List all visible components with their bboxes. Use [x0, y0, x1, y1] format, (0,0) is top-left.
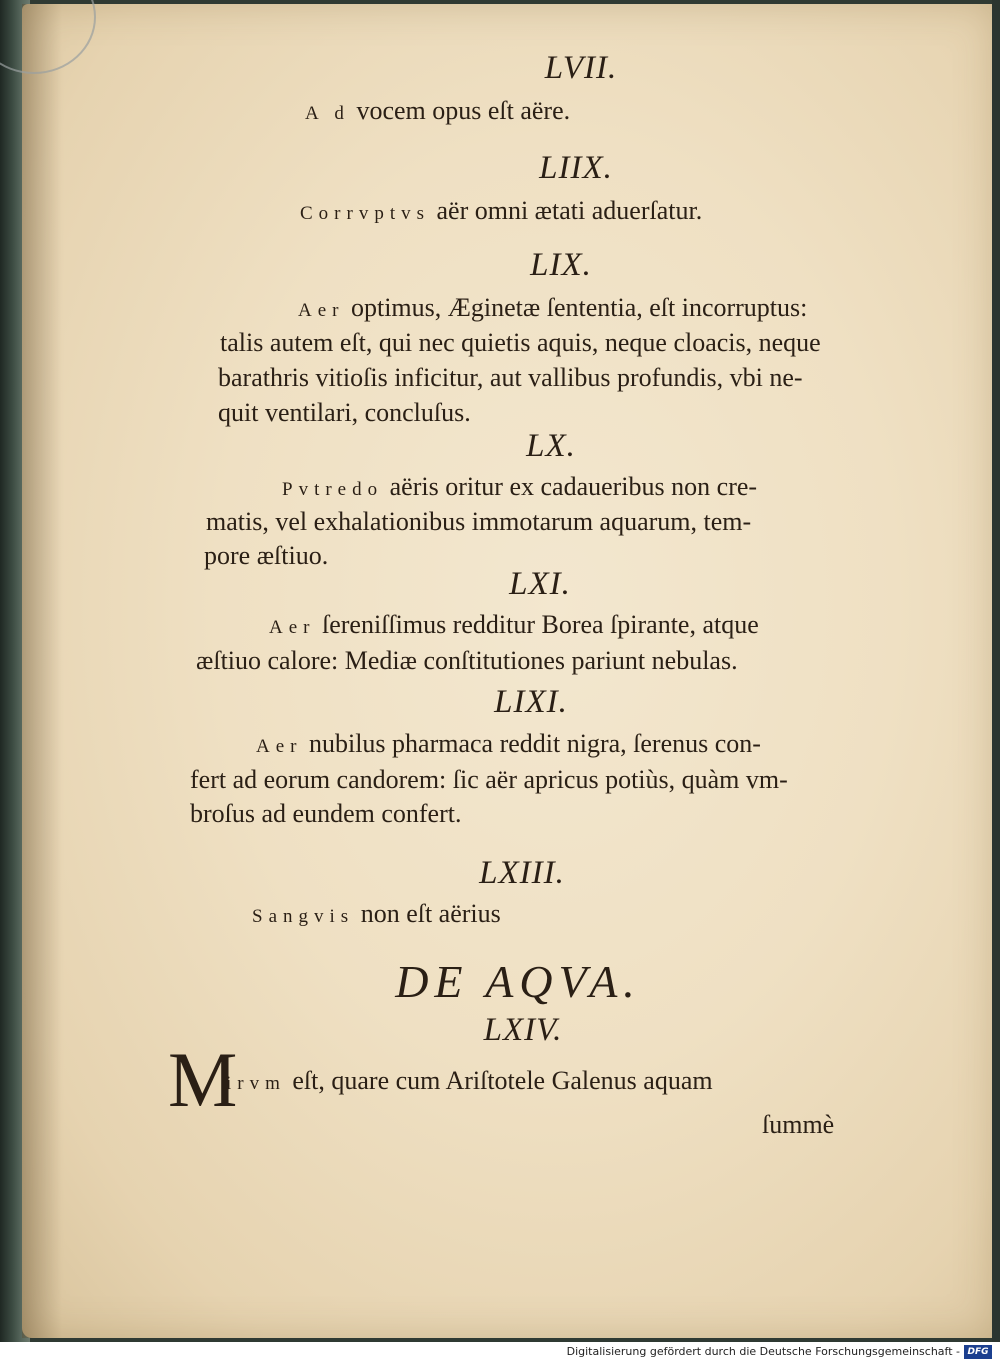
section-heading: LXIII.	[479, 855, 565, 891]
text-line: fert ad eorum candorem: ſic aër apricus potiùs, quàm vm-	[190, 765, 788, 794]
footer-bar	[0, 1342, 1000, 1363]
line-rest: aëris oritur ex cadaueribus non cre-	[383, 472, 758, 501]
catchword: ſummè	[762, 1110, 835, 1139]
section-heading: LXIV.	[483, 1012, 563, 1048]
line-rest: eſt, quare cum Ariſtotele Galenus aquam	[285, 1066, 713, 1095]
section-heading: LX.	[526, 428, 576, 464]
lead-word: Pvtredo	[282, 479, 384, 500]
text-line	[252, 899, 501, 929]
section-heading: LXI.	[509, 566, 571, 602]
lead-word: A d	[305, 103, 350, 124]
text-line: quit ventilari, concluſus.	[218, 398, 471, 427]
section-heading: LIIX.	[539, 150, 613, 186]
lead-word: Sangvis	[252, 906, 355, 927]
line-rest: vocem opus eſt aëre.	[349, 96, 571, 125]
text-line: talis autem eſt, qui nec quietis aquis, neque cloacis, neque	[220, 328, 821, 357]
lead-word: Corrvptvs	[300, 203, 430, 224]
text-line	[282, 472, 757, 502]
text-line: æſtiuo calore: Mediæ conſtitutiones pariunt nebulas.	[196, 646, 738, 675]
footer-credit: Digitalisierung gefördert durch die Deutsche Forschungsgemeinschaft -	[566, 1345, 960, 1358]
line-rest: non eſt aërius	[354, 899, 501, 928]
text-line: broſus ad eundem confert.	[190, 799, 462, 828]
chapter-title: DE AQVA.	[395, 956, 641, 1007]
text-line: matis, vel exhalationibus immotarum aquarum, tem-	[206, 507, 752, 536]
text-line	[305, 96, 570, 126]
dfg-logo: DFG	[964, 1345, 992, 1359]
lead-word: irvm	[226, 1073, 286, 1094]
text-line: barathris vitioſis inficitur, aut vallibus profundis, vbi ne-	[218, 363, 803, 392]
text-line	[300, 196, 702, 226]
lead-word: Aer	[298, 300, 345, 321]
text-line	[256, 729, 761, 759]
spine-shadow	[22, 4, 62, 1338]
text-line	[298, 293, 807, 323]
section-heading: LIX.	[530, 247, 592, 283]
text-line: pore æſtiuo.	[204, 541, 329, 570]
section-heading: LVII.	[544, 50, 618, 86]
line-rest: aër omni ætati aduerſatur.	[430, 196, 703, 225]
text-line	[226, 1066, 713, 1096]
lead-word: Aer	[256, 736, 303, 757]
text-line	[269, 610, 759, 640]
drop-cap: M	[168, 1036, 238, 1123]
line-rest: nubilus pharmaca reddit nigra, ſerenus con-	[302, 729, 761, 758]
line-rest: ſereniſſimus redditur Borea ſpirante, atque	[315, 610, 759, 639]
line-rest: optimus, Æginetæ ſententia, eſt incorruptus:	[344, 293, 808, 322]
section-heading: LIXI.	[494, 684, 568, 720]
right-edge	[992, 0, 1000, 1342]
lead-word: Aer	[269, 617, 316, 638]
